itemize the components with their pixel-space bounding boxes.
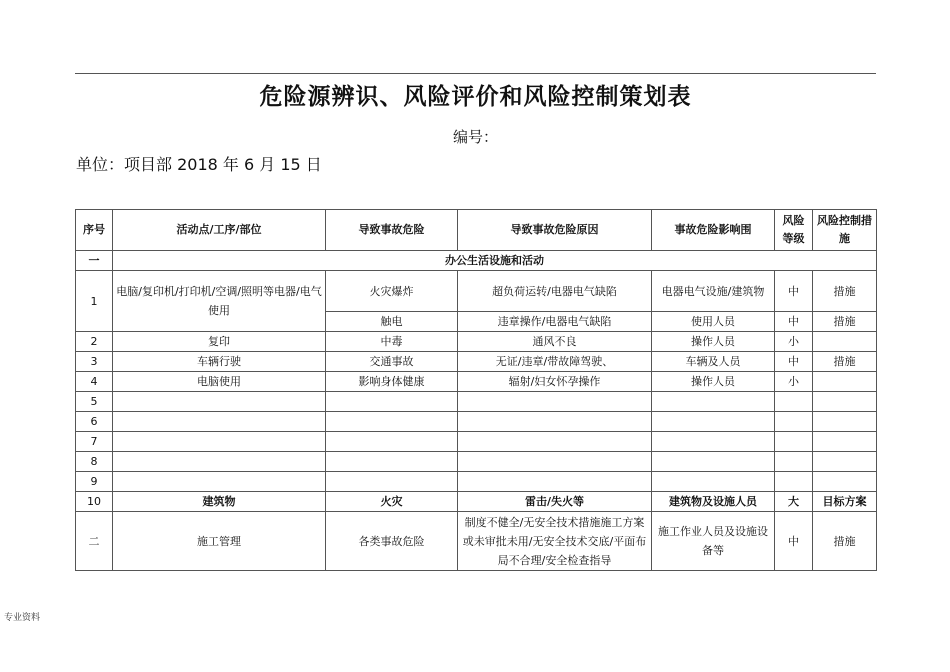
row-number: 7 [76,432,113,452]
row-number: 1 [76,271,113,332]
section-number: 二 [76,512,113,571]
row-activity: 建筑物 [113,492,326,512]
table-row [76,472,877,492]
row-hazard: 交通事故 [326,352,458,372]
header-hazard: 导致事故危险 [326,210,458,251]
row-control: 措施 [813,352,877,372]
row-cause: 超负荷运转/电器电气缺陷 [458,271,652,312]
row-hazard: 触电 [326,312,458,332]
table-row [76,392,877,412]
header-activity: 活动点/工序/部位 [113,210,326,251]
row-control [813,372,877,392]
row-control: 措施 [813,512,877,571]
footer-note: 专业资料 [4,613,41,623]
table-row [76,412,877,432]
row-cause: 无证/违章/带故障驾驶、 [458,352,652,372]
row-number: 2 [76,332,113,352]
row-number: 5 [76,392,113,412]
row-cause: 辐射/妇女怀孕操作 [458,372,652,392]
row-scope: 电器电气设施/建筑物 [652,271,775,312]
top-rule [75,73,876,74]
header-no: 序号 [76,210,113,251]
unit-date-line: 单位：项目部 2018 年 6 月 15 日 [76,155,322,174]
page-title: 危险源辨识、风险评价和风险控制策划表 [259,84,692,110]
row-activity: 电脑使用 [113,372,326,392]
risk-assessment-table [75,209,877,571]
row-level: 小 [775,372,813,392]
row-control [813,332,877,352]
table-row [76,452,877,472]
table-row [76,432,877,452]
row-level: 小 [775,332,813,352]
row-scope: 使用人员 [652,312,775,332]
row-scope: 施工作业人员及设施设备等 [652,512,775,571]
row-level: 大 [775,492,813,512]
section-number: 一 [76,251,113,271]
table-row [76,332,877,352]
row-number: 9 [76,472,113,492]
table-row [76,372,877,392]
row-hazard: 各类事故危险 [326,512,458,571]
section-title: 办公生活设施和活动 [113,251,877,271]
row-number: 8 [76,452,113,472]
document-number-label: 编号： [452,128,498,146]
section-row [76,251,877,271]
table-header-row [76,210,877,251]
row-scope: 建筑物及设施人员 [652,492,775,512]
header-risk-level: 风险等级 [775,210,813,251]
row-cause: 制度不健全/无安全技术措施施工方案或未审批未用/无安全技术交底/平面布局不合理/安全检查指导 [458,512,652,571]
row-control: 目标方案 [813,492,877,512]
row-control: 措施 [813,312,877,332]
row-number: 3 [76,352,113,372]
row-scope: 操作人员 [652,372,775,392]
row-activity: 施工管理 [113,512,326,571]
row-hazard: 火灾爆炸 [326,271,458,312]
header-risk-control: 风险控制措施 [813,210,877,251]
row-control: 措施 [813,271,877,312]
header-scope: 事故危险影响围 [652,210,775,251]
row-level: 中 [775,312,813,332]
row-activity: 车辆行驶 [113,352,326,372]
row-scope: 操作人员 [652,332,775,352]
table-row [76,271,877,312]
row-number: 10 [76,492,113,512]
row-level: 中 [775,352,813,372]
row-cause: 雷击/失火等 [458,492,652,512]
table-row [76,352,877,372]
row-hazard: 中毒 [326,332,458,352]
row-number: 4 [76,372,113,392]
row-hazard: 影响身体健康 [326,372,458,392]
row-cause: 通风不良 [458,332,652,352]
row-level: 中 [775,271,813,312]
row-scope: 车辆及人员 [652,352,775,372]
header-cause: 导致事故危险原因 [458,210,652,251]
row-number: 6 [76,412,113,432]
row-cause: 违章操作/电器电气缺陷 [458,312,652,332]
row-activity: 电脑/复印机/打印机/空调/照明等电器/电气使用 [113,271,326,332]
row-level: 中 [775,512,813,571]
table-row [76,492,877,512]
row-activity: 复印 [113,332,326,352]
row-hazard: 火灾 [326,492,458,512]
table-row [76,512,877,571]
